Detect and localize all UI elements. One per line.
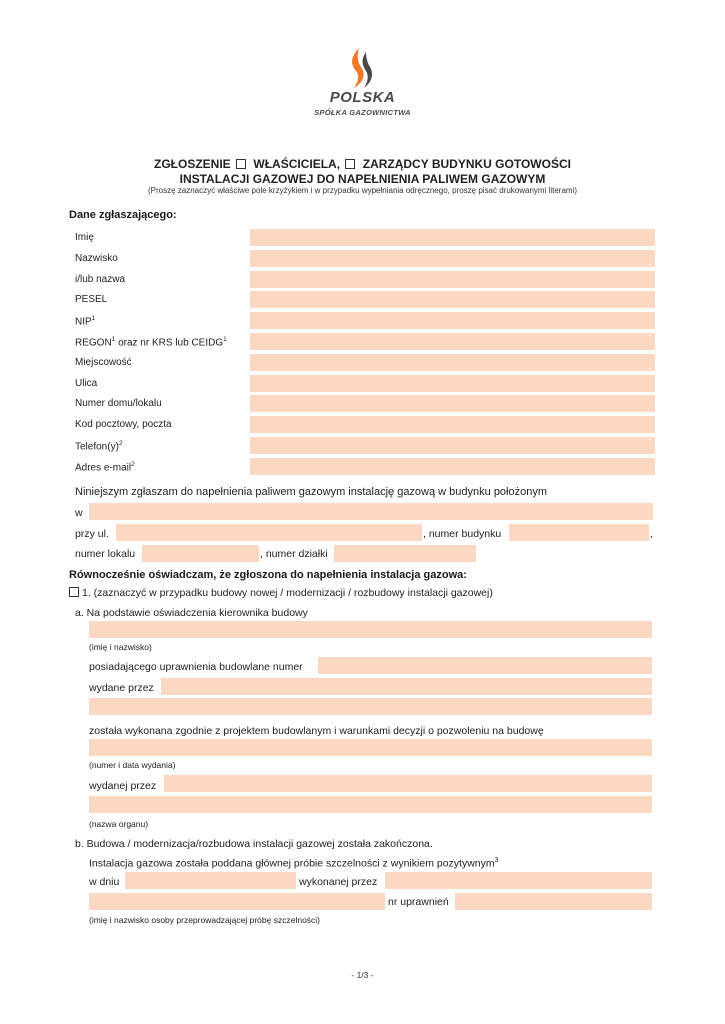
building-number-input[interactable] <box>509 524 649 541</box>
field-label-text: Imię <box>75 232 94 243</box>
title-word-zgloszenie: ZGŁOSZENIE <box>154 157 231 171</box>
applicant-field-input[interactable] <box>250 416 655 433</box>
license-number-label: posiadającego uprawnienia budowlane numer <box>89 661 303 673</box>
issued-by2-label: wydanej przez <box>89 780 157 792</box>
street-label: przy ul. <box>75 528 109 540</box>
applicant-field-label <box>75 232 94 243</box>
option-1-label: 1. (zaznaczyć w przypadku budowy nowej / modernizacji / rozbudowy instalacji gazowej) <box>82 587 493 599</box>
local-number-label: numer lokalu <box>75 548 136 560</box>
applicant-field-input[interactable] <box>250 229 655 246</box>
company-logo-flame-icon <box>346 46 376 90</box>
applicant-field-label <box>75 315 95 327</box>
field-label-footnote: 1 <box>91 315 96 322</box>
form-hint: (Proszę zaznaczyć właściwe pole krzyżykiem i w przypadku wypełniania odręcznego, proszę pisać drukowanymi literami) <box>147 186 578 195</box>
issued-by-input-line2[interactable] <box>89 698 652 715</box>
owner-checkbox[interactable] <box>236 159 246 169</box>
pressure-test-statement <box>89 857 499 870</box>
applicant-field-input[interactable] <box>250 375 655 392</box>
locality-input[interactable] <box>89 503 653 520</box>
applicant-field-input[interactable] <box>250 354 655 371</box>
applicant-field-input[interactable] <box>250 437 655 454</box>
applicant-field-input[interactable] <box>250 395 655 412</box>
field-label-text: i/lub nazwa <box>75 274 126 285</box>
applicant-field-label <box>75 357 132 368</box>
issued-by-input[interactable] <box>161 678 652 695</box>
field-label-text: Miejscowość <box>75 357 132 368</box>
tester-name-input[interactable] <box>385 872 652 889</box>
field-label-suffix: oraz nr KRS lub CEIDG <box>115 337 224 349</box>
compliance-statement: została wykonana zgodnie z projektem budowlanym i warunkami decyzji o pozwoleniu na budowę <box>89 725 544 737</box>
field-label-footnote: 2 <box>118 440 123 447</box>
applicant-field-label <box>75 461 135 473</box>
permit-number-date-input[interactable] <box>89 739 652 756</box>
applicant-field-label <box>75 419 172 430</box>
applicant-field-input[interactable] <box>250 333 655 350</box>
applicant-field-label <box>75 336 227 348</box>
issuing-organ-input-line2[interactable] <box>89 796 652 813</box>
company-logo-subtitle: SPÓŁKA GAZOWNICTWA <box>314 108 411 117</box>
organ-caption: (nazwa organu) <box>89 819 149 829</box>
pressure-test-text: Instalacja gazowa została poddana głównej próbie szczelności z wynikiem pozytywnym <box>89 857 495 870</box>
applicant-field-label <box>75 398 162 409</box>
applicant-field-input[interactable] <box>250 271 655 288</box>
field-label-text: NIP <box>75 316 92 328</box>
site-manager-name-input[interactable] <box>89 621 652 638</box>
declaration-title: Równocześnie oświadczam, że zgłoszona do napełnienia instalacja gazowa: <box>69 569 467 581</box>
number-date-caption: (numer i data wydania) <box>89 760 176 770</box>
field-label-footnote: 2 <box>131 461 135 468</box>
address-intro: Niniejszym zgłaszam do napełnienia paliwem gazowym instalację gazową w budynku położonym <box>75 486 548 498</box>
pressure-test-footnote: 3 <box>494 857 499 864</box>
address-w-label: w <box>75 507 83 519</box>
test-date-input[interactable] <box>125 872 296 889</box>
name-caption: (imię i nazwisko) <box>89 642 152 652</box>
applicant-section-title: Dane zgłaszającego: <box>69 209 177 221</box>
field-label-text: Ulica <box>75 378 98 389</box>
option-1-checkbox[interactable] <box>69 587 79 597</box>
form-title-line1 <box>60 157 665 171</box>
applicant-field-label <box>75 378 97 389</box>
street-input[interactable] <box>116 524 422 541</box>
manager-checkbox[interactable] <box>345 159 355 169</box>
page-number: - 1/3 - <box>351 970 374 980</box>
applicant-field-input[interactable] <box>250 291 655 308</box>
building-number-label: , numer budynku <box>423 528 502 540</box>
issuing-organ-input[interactable] <box>164 775 652 792</box>
field-label-text: Nazwisko <box>75 253 118 264</box>
tester-caption: (imię i nazwisko osoby przeprowadzającej próbę szczelności) <box>89 915 321 925</box>
field-label-text: Telefon(y) <box>75 441 119 453</box>
title-word-owner: WŁAŚCICIELA, <box>253 157 341 171</box>
applicant-field-input[interactable] <box>250 312 655 329</box>
tester-name-input-line2[interactable] <box>89 893 385 910</box>
applicant-field-label <box>75 440 123 452</box>
building-number-comma: , <box>650 528 653 540</box>
title-word-manager: ZARZĄDCY BUDYNKU GOTOWOŚCI <box>362 157 571 171</box>
applicant-field-label <box>75 294 107 305</box>
field-label-text: Numer domu/lokalu <box>75 398 162 409</box>
field-label-text: Adres e-mail <box>75 462 132 474</box>
performed-by-label: wykonanej przez <box>299 876 378 888</box>
applicant-field-label <box>75 274 125 285</box>
section-b-title: b. Budowa / modernizacja/rozbudowa instalacji gazowej została zakończona. <box>75 838 433 850</box>
field-label-footnote: 1 <box>111 336 116 343</box>
plot-number-label: , numer działki <box>260 548 328 560</box>
form-title-line2: INSTALACJI GAZOWEJ DO NAPEŁNIENIA PALIWEM GAZOWYM <box>179 172 546 186</box>
applicant-field-label <box>75 253 118 264</box>
company-logo-name: POLSKA <box>329 89 396 106</box>
test-date-label: w dniu <box>89 876 120 888</box>
issued-by-label: wydane przez <box>89 682 154 694</box>
license-number-input[interactable] <box>318 657 652 674</box>
local-number-input[interactable] <box>142 545 259 562</box>
license-no-label: nr uprawnień <box>388 896 449 908</box>
field-label-text: PESEL <box>75 294 108 305</box>
field-label-footnote: 1 <box>223 336 227 343</box>
field-label-text: REGON <box>75 337 112 349</box>
option-1-row <box>69 587 493 599</box>
plot-number-input[interactable] <box>334 545 476 562</box>
applicant-field-input[interactable] <box>250 458 655 475</box>
field-label-text: Kod pocztowy, poczta <box>75 419 172 430</box>
applicant-field-input[interactable] <box>250 250 655 267</box>
tester-license-input[interactable] <box>455 893 652 910</box>
section-a-title: a. Na podstawie oświadczenia kierownika budowy <box>75 607 308 619</box>
